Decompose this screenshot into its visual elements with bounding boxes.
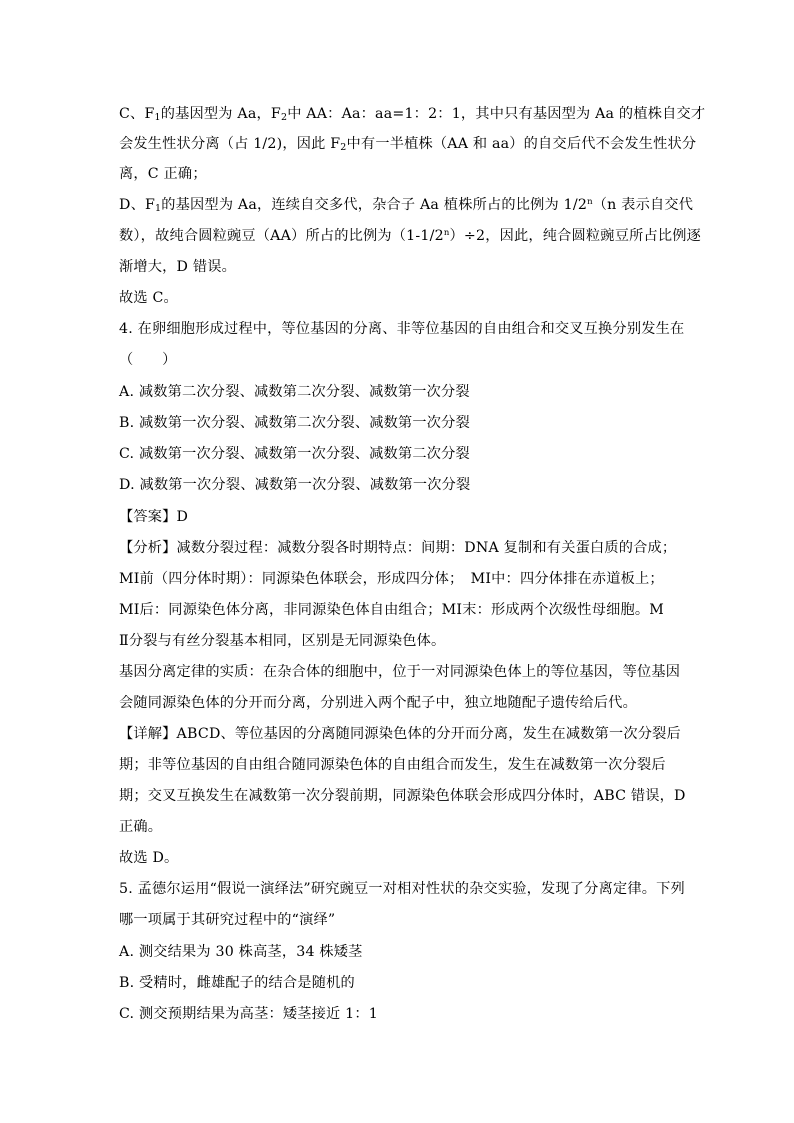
option-c: C. 测交预期结果为高茎：矮茎接近 1：1 <box>119 1006 378 1022</box>
question-4-stem: 4. 在卵细胞形成过程中，等位基因的分离、非等位基因的自由组合和交叉互换分别发生在 <box>119 321 685 337</box>
final-answer: 故选 D。 <box>119 850 179 866</box>
text-line: D、$F_1$的基因型为 Aa，连续自交多代，杂合子 Aa 植株所占的比例为 1/2$^n$（n 表示自交代 <box>119 197 694 214</box>
text-line: C、$F_1$的基因型为 Aa，$F_2$中 AA：Aa：aa=1：2：1，其中只有基因型为 Aa 的植株自交才 <box>119 106 706 123</box>
explanation-text: 期；交叉互换发生在减数第一次分裂前期，同源染色体联会形成四分体时，ABC 错误，D <box>119 788 686 804</box>
text-line: 离，C 正确； <box>119 166 207 182</box>
answer-blank: （ ） <box>119 352 177 368</box>
analysis-text: 【分析】减数分裂过程：减数分裂各时期特点：间期：DNA 复制和有关蛋白质的合成； <box>119 540 677 556</box>
explanation-text: 【详解】ABCD、等位基因的分离随同源染色体的分开而分离，发生在减数第一次分裂后 <box>119 726 681 742</box>
text-line: 数），故纯合圆粒豌豆（AA）所占的比例为$(1-1/2^n)\div 2$，因此，纯合圆粒豌豆所占比例逐 <box>119 228 702 244</box>
explanation-text: 期；非等位基因的自由组合随同源染色体的自由组合而发生，发生在减数第一次分裂后 <box>119 757 666 773</box>
text-line: 渐增大，D 错误。 <box>119 259 236 275</box>
option-a: A. 减数第二次分裂、减数第二次分裂、减数第一次分裂 <box>119 384 470 400</box>
option-d: D. 减数第一次分裂、减数第一次分裂、减数第一次分裂 <box>119 477 471 493</box>
option-b: B. 减数第一次分裂、减数第二次分裂、减数第一次分裂 <box>119 415 470 431</box>
question-5-stem: 哪一项属于其研究过程中的“演绎” <box>119 912 336 928</box>
analysis-text: MⅠ后：同源染色体分离，非同源染色体自由组合；MⅠ末：形成两个次级性母细胞。M <box>119 602 664 618</box>
option-b: B. 受精时，雌雄配子的结合是随机的 <box>119 975 355 991</box>
analysis-text: 基因分离定律的实质：在杂合体的细胞中，位于一对同源染色体上的等位基因，等位基因 <box>119 664 681 680</box>
option-c: C. 减数第一次分裂、减数第一次分裂、减数第二次分裂 <box>119 446 470 462</box>
analysis-text: Ⅱ分裂与有丝分裂基本相同，区别是无同源染色体。 <box>119 633 446 649</box>
option-a: A. 测交结果为 30 株高茎，34 株矮茎 <box>119 944 363 960</box>
text-line: 故选 C。 <box>119 290 178 306</box>
question-5-stem: 5. 孟德尔运用“假说一演绎法”研究豌豆一对相对性状的杂交实验，发现了分离定律。下列 <box>119 881 685 897</box>
analysis-text: MⅠ前（四分体时期）：同源染色体联会，形成四分体； MⅠ中：四分体排在赤道板上； <box>119 571 664 587</box>
analysis-text: 会随同源染色体的分开而分离，分别进入两个配子中，独立地随配子遗传给后代。 <box>119 695 637 711</box>
explanation-text: 正确。 <box>119 819 163 835</box>
text-line: 会发生性状分离（占 1/2)，因此 $F_2$中有一半植株（AA 和 aa）的自交后代不会发生性状分 <box>119 136 697 153</box>
answer-label: 【答案】D <box>119 509 189 525</box>
